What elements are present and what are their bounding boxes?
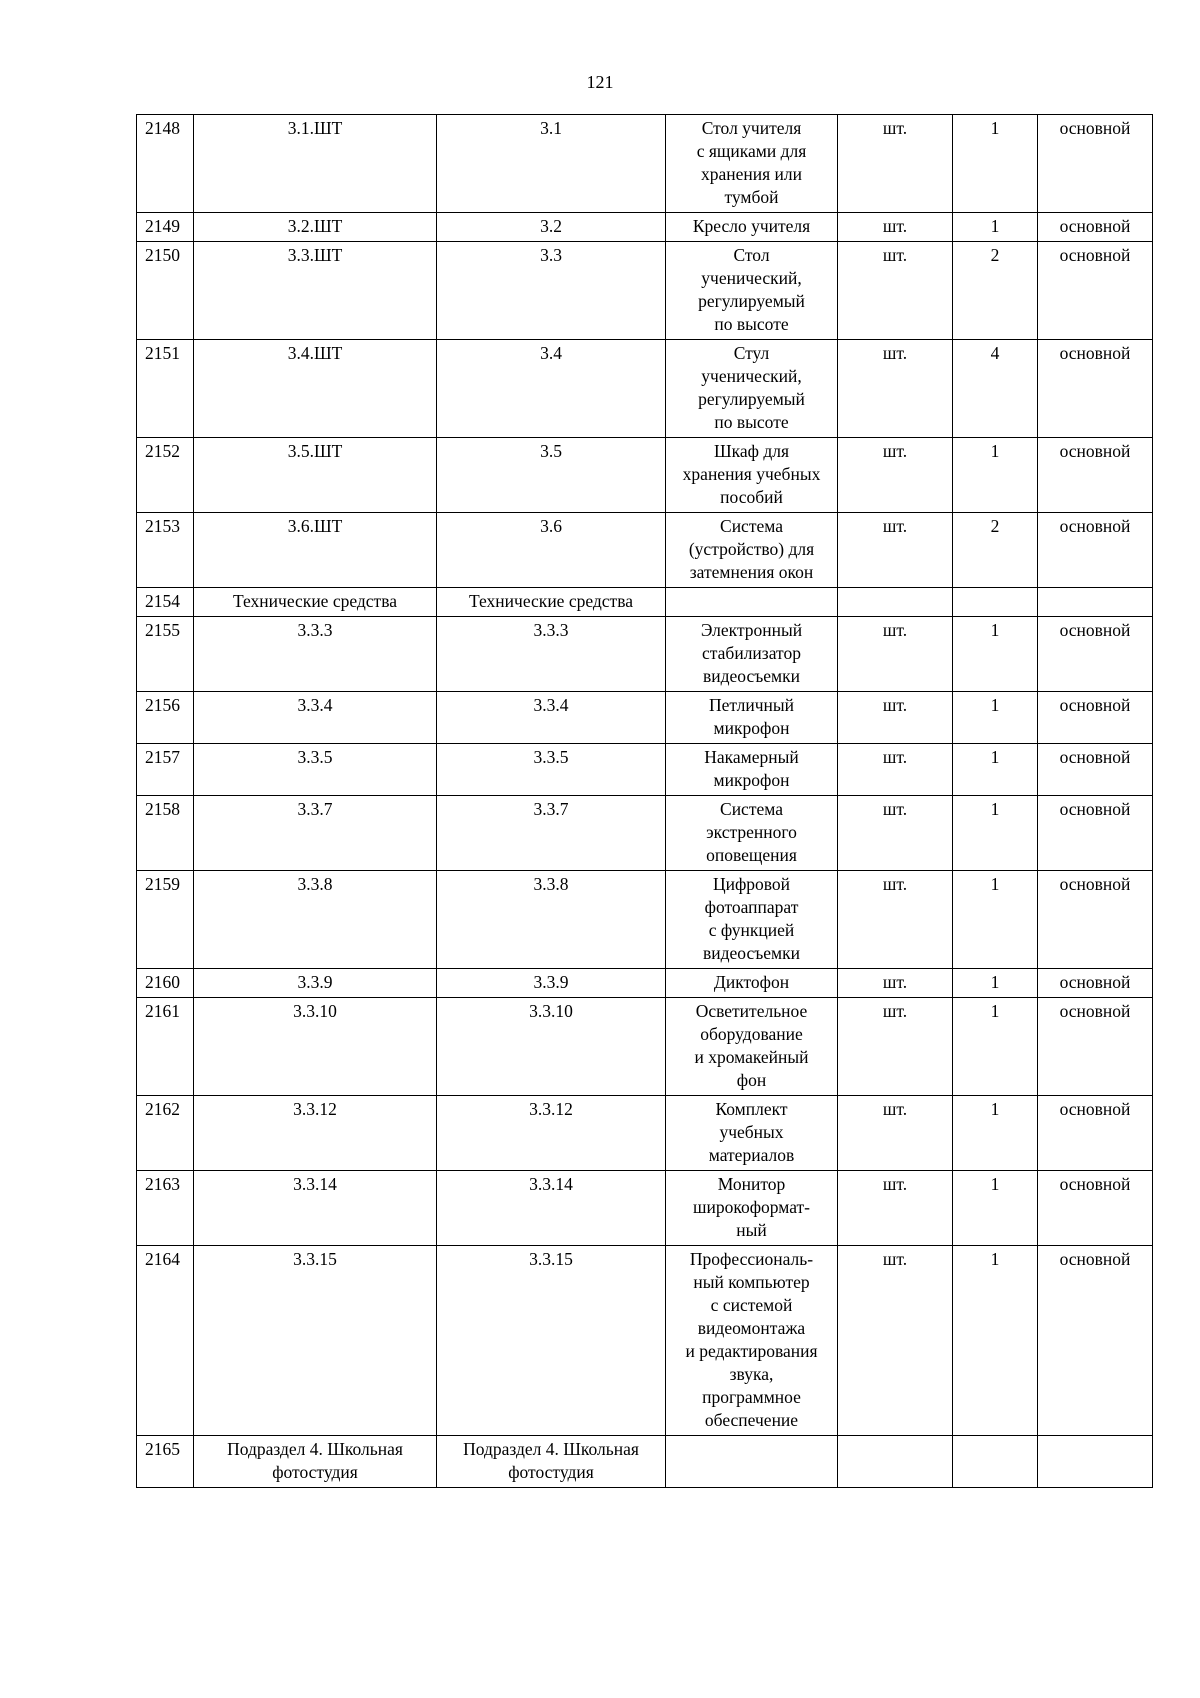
type-cell: основной <box>1038 340 1153 438</box>
item-name-cell <box>666 1436 838 1488</box>
subcode-cell: 3.3.10 <box>437 998 666 1096</box>
quantity-cell: 1 <box>953 998 1038 1096</box>
item-name-cell: Электронный стабилизатор видеосъемки <box>666 617 838 692</box>
type-cell: основной <box>1038 513 1153 588</box>
quantity-cell: 2 <box>953 513 1038 588</box>
table-row <box>137 969 1153 998</box>
unit-cell: шт. <box>838 1096 953 1171</box>
equipment-table <box>136 114 1153 1488</box>
row-number-cell: 2158 <box>137 796 194 871</box>
quantity-cell: 1 <box>953 969 1038 998</box>
row-number-cell: 2150 <box>137 242 194 340</box>
subcode-cell: 3.3.4 <box>437 692 666 744</box>
code-cell: 3.3.14 <box>194 1171 437 1246</box>
row-number-cell: 2152 <box>137 438 194 513</box>
item-name-cell: Цифровой фотоаппарат с функцией видеосъемки <box>666 871 838 969</box>
unit-cell <box>838 588 953 617</box>
code-cell: Технические средства <box>194 588 437 617</box>
item-name-cell: Профессиональ- ный компьютер с системой видеомонтажа и редактирования звука, программное обеспечение <box>666 1246 838 1436</box>
code-cell: 3.5.ШТ <box>194 438 437 513</box>
type-cell: основной <box>1038 242 1153 340</box>
unit-cell: шт. <box>838 513 953 588</box>
subcode-cell: 3.3.15 <box>437 1246 666 1436</box>
unit-cell: шт. <box>838 617 953 692</box>
table-row <box>137 1436 1153 1488</box>
unit-cell: шт. <box>838 998 953 1096</box>
code-cell: 3.3.4 <box>194 692 437 744</box>
quantity-cell: 1 <box>953 617 1038 692</box>
unit-cell: шт. <box>838 969 953 998</box>
unit-cell: шт. <box>838 744 953 796</box>
subcode-cell: 3.5 <box>437 438 666 513</box>
type-cell: основной <box>1038 1246 1153 1436</box>
item-name-cell: Петличный микрофон <box>666 692 838 744</box>
table-row <box>137 744 1153 796</box>
subcode-cell: 3.3.12 <box>437 1096 666 1171</box>
code-cell: 3.3.8 <box>194 871 437 969</box>
table-row <box>137 1246 1153 1436</box>
unit-cell: шт. <box>838 213 953 242</box>
type-cell: основной <box>1038 115 1153 213</box>
item-name-cell: Комплект учебных материалов <box>666 1096 838 1171</box>
row-number-cell: 2149 <box>137 213 194 242</box>
unit-cell: шт. <box>838 1246 953 1436</box>
unit-cell: шт. <box>838 115 953 213</box>
type-cell: основной <box>1038 744 1153 796</box>
item-name-cell: Диктофон <box>666 969 838 998</box>
subcode-cell: 3.3.5 <box>437 744 666 796</box>
subcode-cell: 3.4 <box>437 340 666 438</box>
code-cell: 3.6.ШТ <box>194 513 437 588</box>
type-cell: основной <box>1038 871 1153 969</box>
quantity-cell: 1 <box>953 213 1038 242</box>
code-cell: 3.3.9 <box>194 969 437 998</box>
type-cell: основной <box>1038 969 1153 998</box>
subcode-cell: 3.2 <box>437 213 666 242</box>
item-name-cell: Система экстренного оповещения <box>666 796 838 871</box>
type-cell <box>1038 1436 1153 1488</box>
unit-cell: шт. <box>838 796 953 871</box>
type-cell: основной <box>1038 998 1153 1096</box>
quantity-cell: 1 <box>953 1096 1038 1171</box>
code-cell: 3.3.10 <box>194 998 437 1096</box>
unit-cell: шт. <box>838 340 953 438</box>
unit-cell: шт. <box>838 438 953 513</box>
row-number-cell: 2148 <box>137 115 194 213</box>
item-name-cell: Шкаф для хранения учебных пособий <box>666 438 838 513</box>
code-cell: 3.3.5 <box>194 744 437 796</box>
subcode-cell: 3.3.7 <box>437 796 666 871</box>
item-name-cell <box>666 588 838 617</box>
quantity-cell: 1 <box>953 438 1038 513</box>
subcode-cell: 3.3.14 <box>437 1171 666 1246</box>
code-cell: 3.3.15 <box>194 1246 437 1436</box>
row-number-cell: 2161 <box>137 998 194 1096</box>
item-name-cell: Система (устройство) для затемнения окон <box>666 513 838 588</box>
page-number: 121 <box>586 72 614 92</box>
subcode-cell: 3.1 <box>437 115 666 213</box>
table-row <box>137 115 1153 213</box>
quantity-cell: 1 <box>953 871 1038 969</box>
quantity-cell: 1 <box>953 744 1038 796</box>
table-row <box>137 1096 1153 1171</box>
subcode-cell: 3.6 <box>437 513 666 588</box>
code-cell: 3.3.ШТ <box>194 242 437 340</box>
code-cell: 3.3.3 <box>194 617 437 692</box>
quantity-cell <box>953 588 1038 617</box>
quantity-cell: 2 <box>953 242 1038 340</box>
unit-cell: шт. <box>838 242 953 340</box>
row-number-cell: 2160 <box>137 969 194 998</box>
item-name-cell: Стул ученический, регулируемый по высоте <box>666 340 838 438</box>
code-cell: Подраздел 4. Школьная фотостудия <box>194 1436 437 1488</box>
unit-cell: шт. <box>838 692 953 744</box>
item-name-cell: Накамерный микрофон <box>666 744 838 796</box>
type-cell: основной <box>1038 1171 1153 1246</box>
table-row <box>137 692 1153 744</box>
subcode-cell: Подраздел 4. Школьная фотостудия <box>437 1436 666 1488</box>
unit-cell <box>838 1436 953 1488</box>
table-row <box>137 438 1153 513</box>
quantity-cell: 1 <box>953 796 1038 871</box>
table-row <box>137 213 1153 242</box>
row-number-cell: 2164 <box>137 1246 194 1436</box>
table-row <box>137 796 1153 871</box>
table-row <box>137 871 1153 969</box>
row-number-cell: 2151 <box>137 340 194 438</box>
code-cell: 3.3.12 <box>194 1096 437 1171</box>
item-name-cell: Стол ученический, регулируемый по высоте <box>666 242 838 340</box>
item-name-cell: Монитор широкоформат- ный <box>666 1171 838 1246</box>
row-number-cell: 2157 <box>137 744 194 796</box>
table-row <box>137 340 1153 438</box>
quantity-cell: 1 <box>953 115 1038 213</box>
subcode-cell: Технические средства <box>437 588 666 617</box>
equipment-table-body <box>137 115 1153 1488</box>
quantity-cell <box>953 1436 1038 1488</box>
table-row <box>137 588 1153 617</box>
row-number-cell: 2153 <box>137 513 194 588</box>
row-number-cell: 2155 <box>137 617 194 692</box>
type-cell: основной <box>1038 692 1153 744</box>
item-name-cell: Осветительное оборудование и хромакейный фон <box>666 998 838 1096</box>
quantity-cell: 1 <box>953 692 1038 744</box>
table-row <box>137 1171 1153 1246</box>
type-cell: основной <box>1038 796 1153 871</box>
item-name-cell: Кресло учителя <box>666 213 838 242</box>
code-cell: 3.4.ШТ <box>194 340 437 438</box>
row-number-cell: 2165 <box>137 1436 194 1488</box>
table-row <box>137 617 1153 692</box>
code-cell: 3.2.ШТ <box>194 213 437 242</box>
table-row <box>137 513 1153 588</box>
subcode-cell: 3.3.8 <box>437 871 666 969</box>
table-row <box>137 242 1153 340</box>
row-number-cell: 2154 <box>137 588 194 617</box>
table-row <box>137 998 1153 1096</box>
type-cell: основной <box>1038 617 1153 692</box>
unit-cell: шт. <box>838 871 953 969</box>
subcode-cell: 3.3 <box>437 242 666 340</box>
row-number-cell: 2159 <box>137 871 194 969</box>
subcode-cell: 3.3.3 <box>437 617 666 692</box>
row-number-cell: 2162 <box>137 1096 194 1171</box>
row-number-cell: 2156 <box>137 692 194 744</box>
type-cell: основной <box>1038 1096 1153 1171</box>
type-cell: основной <box>1038 438 1153 513</box>
row-number-cell: 2163 <box>137 1171 194 1246</box>
quantity-cell: 4 <box>953 340 1038 438</box>
item-name-cell: Стол учителя с ящиками для хранения или тумбой <box>666 115 838 213</box>
code-cell: 3.1.ШТ <box>194 115 437 213</box>
code-cell: 3.3.7 <box>194 796 437 871</box>
quantity-cell: 1 <box>953 1246 1038 1436</box>
unit-cell: шт. <box>838 1171 953 1246</box>
quantity-cell: 1 <box>953 1171 1038 1246</box>
subcode-cell: 3.3.9 <box>437 969 666 998</box>
type-cell <box>1038 588 1153 617</box>
type-cell: основной <box>1038 213 1153 242</box>
